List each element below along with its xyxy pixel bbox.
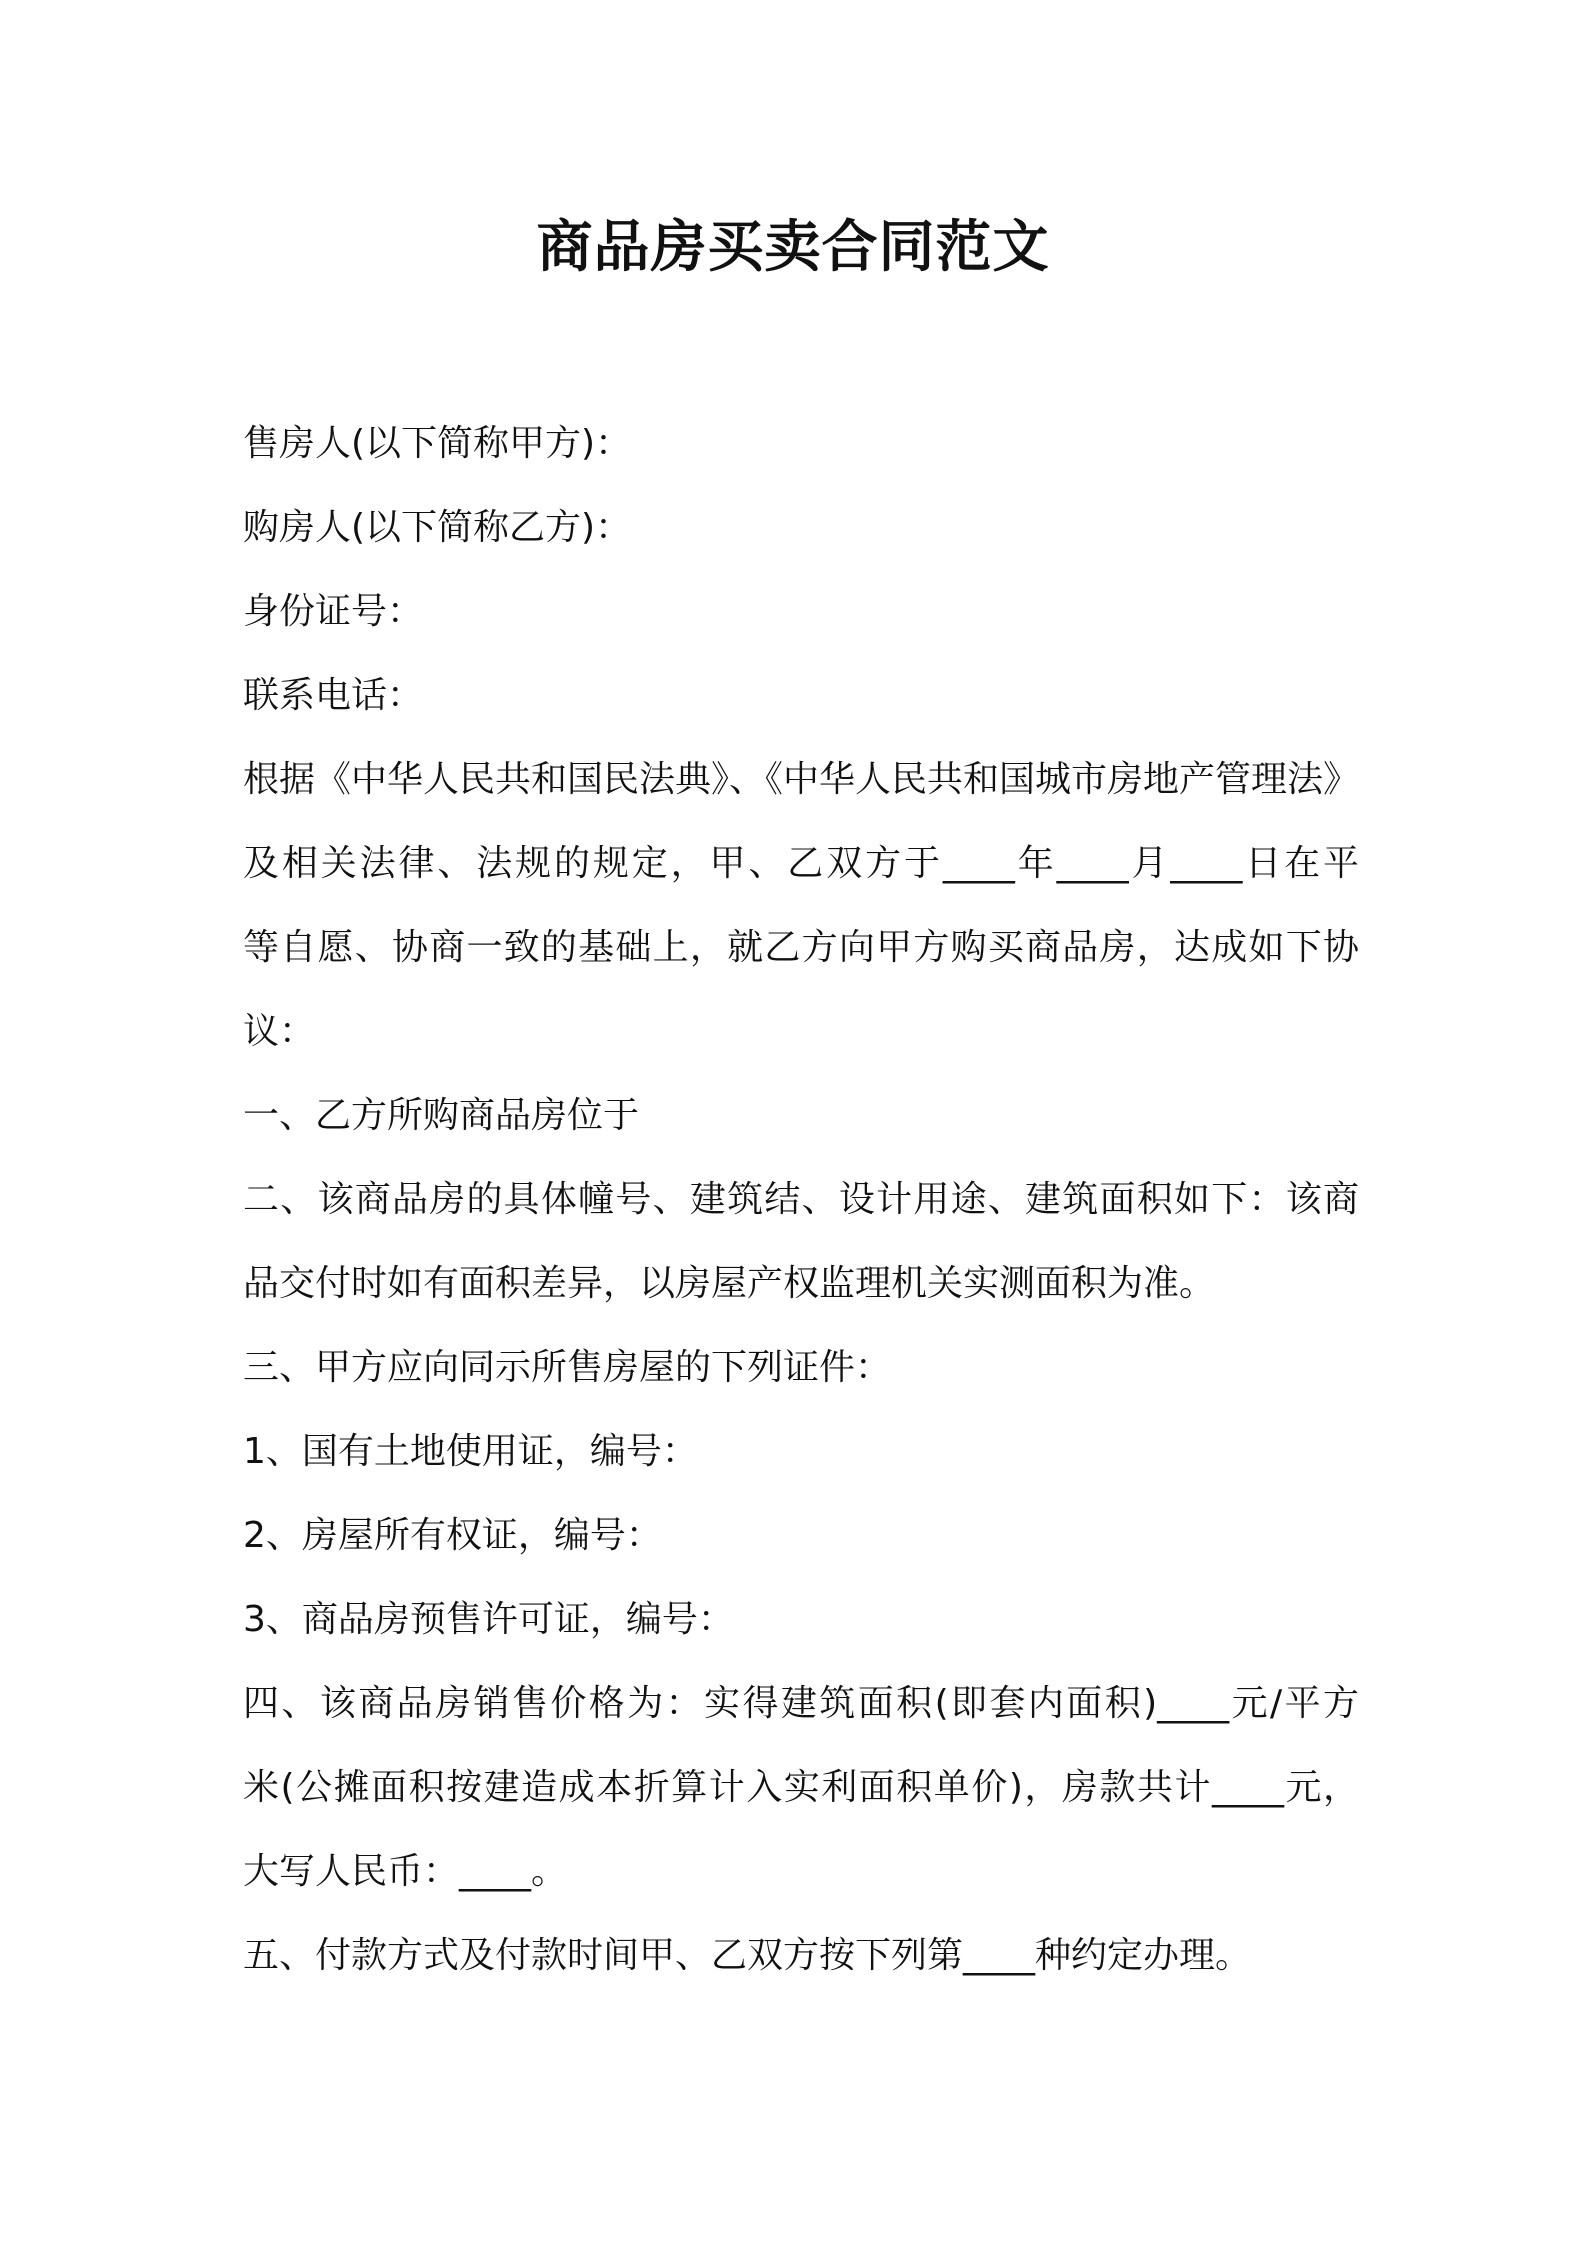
preamble-line-4: 议：	[243, 1011, 316, 1052]
clause-1-line: 一、乙方所购商品房位于	[243, 1095, 640, 1136]
preamble-line-1: 根据《中华人民共和国民法典》、《中华人民共和国城市房地产管理法》	[243, 759, 1360, 800]
seller-line: 售房人(以下简称甲方)：	[243, 423, 632, 464]
document-body	[243, 402, 1359, 1998]
clause-3-line: 三、甲方应向同示所售房屋的下列证件：	[243, 1347, 892, 1388]
document-title: 商品房买卖合同范文	[536, 215, 1050, 280]
clause-4-line-2: 米(公摊面积按建造成本折算计入实利面积单价)，房款共计____元，	[243, 1767, 1359, 1808]
certificate-item-3: 3、商品房预售许可证，编号：	[243, 1599, 734, 1640]
preamble-line-3: 等自愿、协商一致的基础上，就乙方向甲方购买商品房，达成如下协	[243, 927, 1359, 968]
clause-4-line-1: 四、该商品房销售价格为：实得建筑面积(即套内面积)____元/平方	[243, 1683, 1359, 1724]
certificate-item-1: 1、国有土地使用证，编号：	[243, 1431, 698, 1472]
clause-4-line-3: 大写人民币：____。	[243, 1851, 568, 1892]
clause-5-line: 五、付款方式及付款时间甲、乙双方按下列第____种约定办理。	[243, 1935, 1252, 1976]
clause-2-line-1: 二、该商品房的具体幢号、建筑结、设计用途、建筑面积如下：该商	[243, 1179, 1359, 1220]
buyer-line: 购房人(以下简称乙方)：	[243, 507, 632, 548]
id-number-line: 身份证号：	[243, 591, 424, 632]
phone-line: 联系电话：	[243, 675, 424, 716]
preamble-line-2: 及相关法律、法规的规定，甲、乙双方于____年____月____日在平	[243, 843, 1359, 884]
certificate-item-2: 2、房屋所有权证，编号：	[243, 1515, 662, 1556]
clause-2-line-2: 品交付时如有面积差异，以房屋产权监理机关实测面积为准。	[243, 1263, 1216, 1304]
